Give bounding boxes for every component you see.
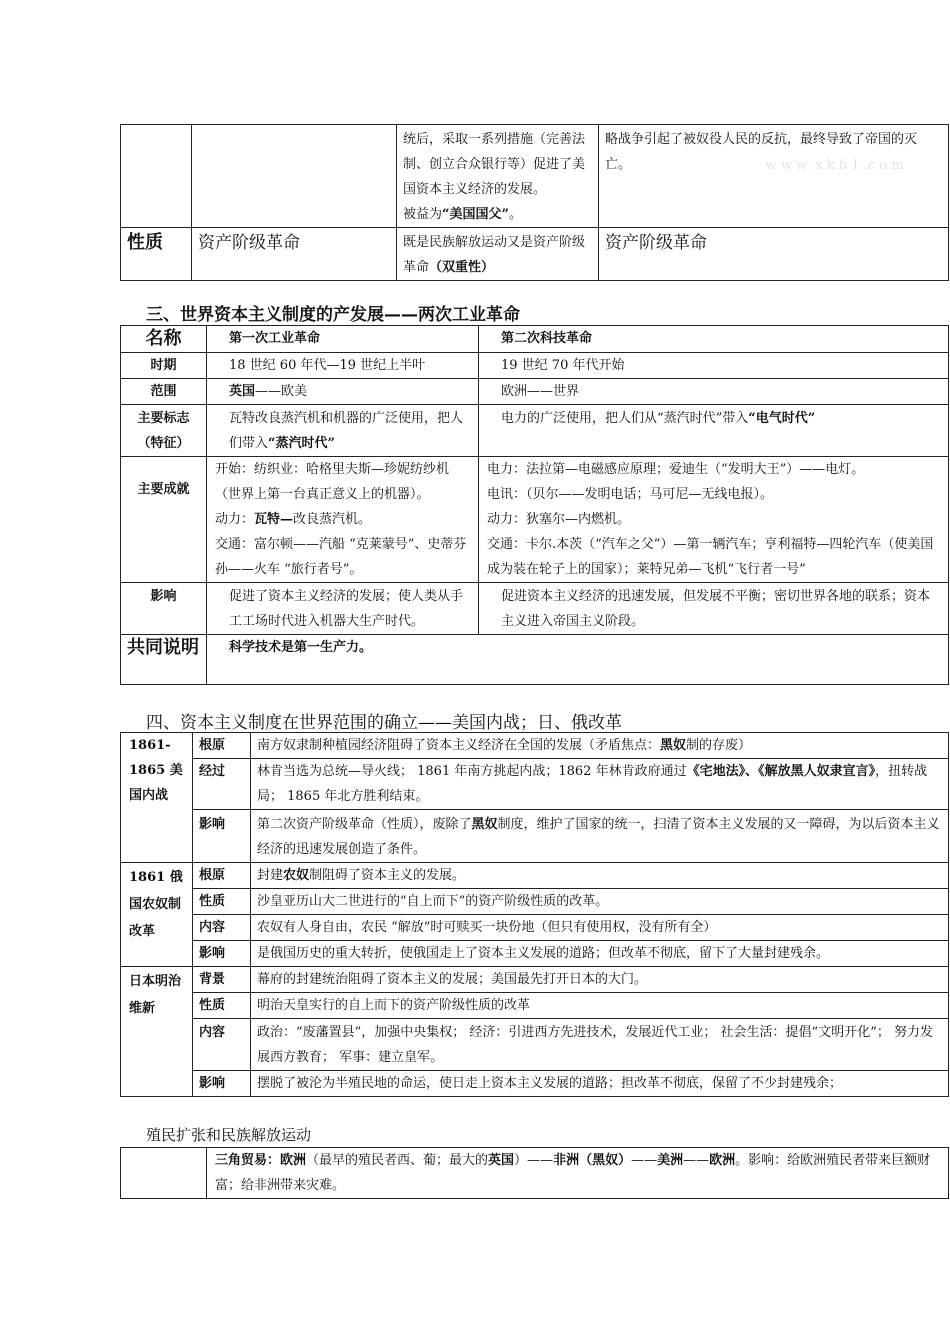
text-bold: “蒸汽时代” (268, 436, 335, 451)
cell-text (397, 125, 599, 228)
cell-text (207, 457, 479, 583)
row-label: 影响 (193, 810, 251, 863)
header-second: 第二次科技革命 (479, 326, 949, 353)
cell-text (397, 228, 599, 281)
text: 被益为 (403, 207, 443, 222)
cell-text (599, 125, 949, 228)
row-label: 背景 (193, 967, 251, 993)
text-bold: 三角贸易：欧洲 (215, 1153, 307, 1168)
row-label: 性质 (193, 993, 251, 1019)
cell-text (207, 379, 479, 405)
cell-text: 是俄国历史的重大转折，使俄国走上了资本主义发展的道路；但改革不彻底，留下了大量封建残余。 (251, 941, 949, 967)
text: 改良蒸汽机。 (293, 512, 372, 527)
row-label: 影响 (121, 583, 207, 635)
cell-text: 摆脱了被沦为半殖民地的命运，使日走上资本主义发展的道路；担改革不彻底，保留了不少封建残余； (251, 1071, 949, 1097)
text: 交通：卡尔.本茨（“汽车之父”）—第一辆汽车；亨利福特—四轮汽车（使美国成为装在轮子上的国家）；莱特兄弟—飞机“飞行者一号” (487, 537, 934, 577)
text: 南方奴隶制种植园经济阻碍了资本主义经济在全国的发展（矛盾焦点： (257, 738, 661, 753)
text: 制阻碍了资本主义的发展。 (309, 868, 466, 883)
text: 既是民族解放运动又是资产阶级革命 (403, 235, 586, 275)
text: 。 (508, 207, 522, 222)
cell-text: 促进了资本主义经济的发展；使人类从手工工场时代进入机器大生产时代。 (207, 583, 479, 635)
row-label: 性质 (121, 228, 192, 281)
row-label: 影响 (193, 941, 251, 967)
text: 电力：法拉第—电磁感应原理；爱迪生（“发明大王”）——电灯。 (487, 462, 865, 477)
colonial-expansion-table (120, 1147, 949, 1199)
text: 封建 (257, 868, 284, 883)
cell-text: 科学技术是第一生产力。 (207, 635, 949, 685)
text-bold: 非洲（黑奴） (553, 1153, 632, 1168)
text: 开始：纺织业：哈格里夫斯—珍妮纺纱机（世界上第一台真正意义上的机器）。 (215, 462, 450, 502)
row-label: 内容 (193, 915, 251, 941)
text-bold: 黑奴 (660, 738, 687, 753)
cell-text: 农奴有人身自由，农民 “解放”时可赎买一块份地（但只有使用权，没有所有全） (251, 915, 949, 941)
section-title: 四、资本主义制度在世界范围的确立——美国内战；日、俄改革 (146, 713, 622, 733)
cell-text: 欧洲——世界 (479, 379, 949, 405)
text-bold: “电气时代” (748, 411, 816, 426)
watermark: w w w .x k b 1 .c o m (765, 157, 904, 173)
cell-text: 沙皇亚历山大二世进行的“自上而下”的资产阶级性质的改革。 (251, 889, 949, 915)
cell-empty (121, 1148, 207, 1199)
text-bold: 美洲 (657, 1153, 684, 1168)
cell-text: 明治天皇实行的自上而下的资产阶级性质的改革 (251, 993, 949, 1019)
text-bold: 农奴 (283, 868, 310, 883)
text: ）—— (514, 1153, 554, 1168)
text: 电讯：（贝尔——发明电话；马可尼—无线电报）。 (487, 487, 774, 502)
text-bold: 英国 (229, 384, 256, 399)
row-label: 范围 (121, 379, 207, 405)
cell-text (207, 405, 479, 457)
text: 。影响：给欧洲殖民者带来巨额财富；给非洲带来灾难。 (215, 1153, 931, 1193)
group-label: 1861-1865 美国内战 (121, 733, 193, 863)
text: 交通：富尔顿——汽船 “克莱蒙号”、史蒂芬孙——火车 “旅行者号”。 (215, 537, 467, 577)
row-label: 根原 (193, 863, 251, 889)
row-label: 经过 (193, 759, 251, 810)
row-label: 时期 (121, 353, 207, 379)
capitalism-establishment-table (120, 732, 949, 1097)
text: 略战争引起了被奴役人民的反抗，最终导致了帝国的灭亡。 (605, 132, 918, 172)
cell-text: 资产阶级革命 (599, 228, 949, 281)
cell-text: 幕府的封建统治阻碍了资本主义的发展；美国最先打开日本的大门。 (251, 967, 949, 993)
cell-text (251, 759, 949, 810)
row-label: 影响 (193, 1071, 251, 1097)
text: 动力：狄塞尔—内燃机。 (487, 512, 631, 527)
text: （最早的殖民者西、葡；最大的 (306, 1153, 489, 1168)
text: ，扭转战局； 1865 年北方胜利结束。 (257, 764, 928, 804)
text-bold: 《宅地法》、《解放黑人奴隶宣言》 (686, 764, 876, 779)
group-label: 1861 俄国农奴制改革 (121, 863, 193, 967)
row-label: 性质 (193, 889, 251, 915)
text-bold: 黑奴 (471, 817, 498, 832)
text: ——欧美 (255, 384, 308, 399)
cell-empty (121, 125, 192, 228)
cell-text (207, 1148, 949, 1199)
text: —— (631, 1153, 658, 1168)
cell-text: 资产阶级革命 (192, 228, 397, 281)
text-bold: “美国国父” (442, 207, 509, 222)
header-name: 名称 (121, 326, 207, 353)
text: 瓦特改良蒸汽机和机器的广泛使用，把人们带入 (229, 411, 464, 451)
row-label: 主要标志（特征） (121, 405, 207, 457)
text-bold: （双重性） (429, 260, 495, 275)
text: —— (683, 1153, 710, 1168)
cell-text: 18 世纪 60 年代—19 世纪上半叶 (207, 353, 479, 379)
text-bold: 英国 (488, 1153, 515, 1168)
text: 制的存废） (686, 738, 752, 753)
section-title: 三、世界资本主义制度的产发展——两次工业革命 (146, 305, 520, 325)
text: 第二次资产阶级革命（性质），废除了 (257, 817, 472, 832)
text: 电力的广泛使用，把人们从“蒸汽时代”带入 (501, 411, 749, 426)
row-label: 内容 (193, 1019, 251, 1071)
text-bold: 瓦特— (254, 512, 294, 527)
cell-text (479, 405, 949, 457)
text: 林肯当选为总统—导火线； 1861 年南方挑起内战；1862 年林肯政府通过 (257, 764, 687, 779)
cell-empty (192, 125, 397, 228)
cell-text (251, 810, 949, 863)
header-first: 第一次工业革命 (207, 326, 479, 353)
cell-text (479, 457, 949, 583)
cell-text (251, 863, 949, 889)
text: 制度，维护了国家的统一，扫清了资本主义发展的又一障碍，为以后资本主义经济的迅速发展创造了条件。 (257, 817, 940, 857)
section-title: 殖民扩张和民族解放运动 (146, 1126, 312, 1144)
cell-text: 政治：“废藩置县”，加强中央集权； 经济：引进西方先进技术，发展近代工业； 社会生活：提倡“文明开化”； 努力发展西方教育； 军事：建立皇军。 (251, 1019, 949, 1071)
row-label: 主要成就 (121, 457, 207, 583)
table-top-continuation (120, 124, 949, 281)
group-label: 日本明治维新 (121, 967, 193, 1097)
text: 动力： (215, 512, 255, 527)
cell-text: 促进资本主义经济的迅速发展，但发展不平衡；密切世界各地的联系；资本主义进入帝国主义阶段。 (479, 583, 949, 635)
text: 统后，采取一系列措施（完善法制、创立合众银行等）促进了美国资本主义经济的发展。 (403, 132, 586, 197)
cell-text (251, 733, 949, 759)
cell-text: 19 世纪 70 年代开始 (479, 353, 949, 379)
row-label: 根原 (193, 733, 251, 759)
text-bold: 欧洲 (709, 1153, 736, 1168)
industrial-revolution-table (120, 325, 949, 685)
row-label: 共同说明 (121, 635, 207, 685)
